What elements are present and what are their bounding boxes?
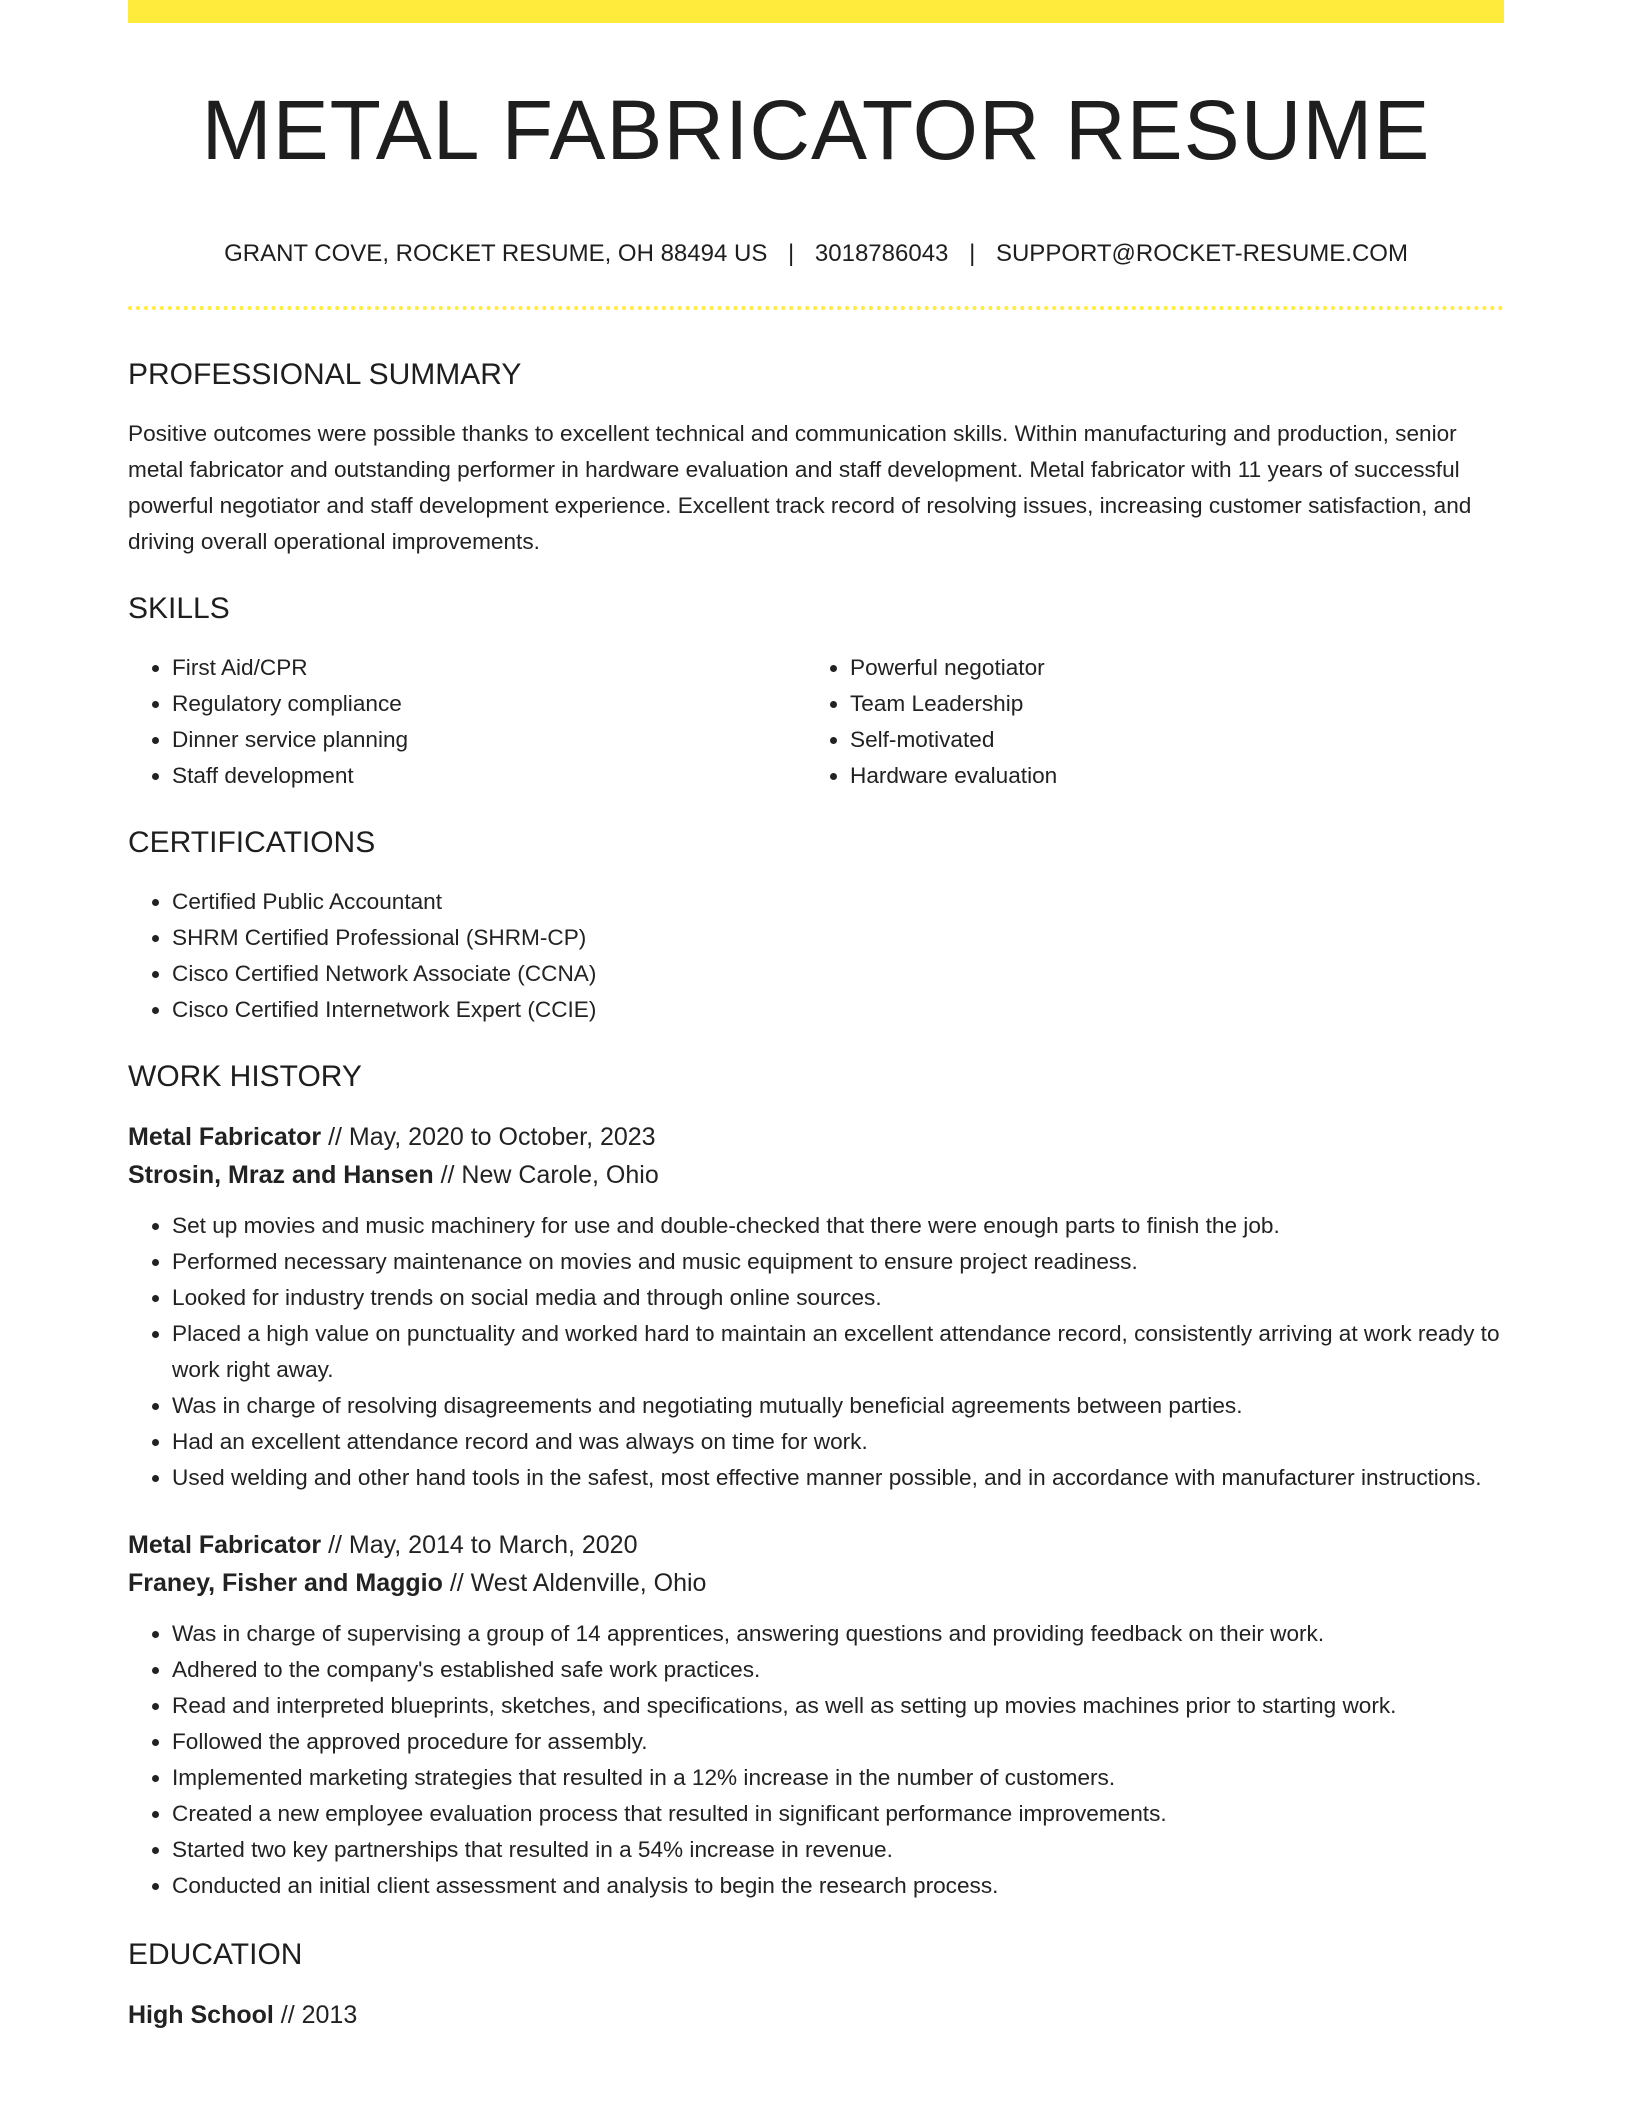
job-bullet: • Read and interpreted blueprints, sketches, and specifications, as well as setting up movies machines prior to starting work. <box>172 1688 1504 1724</box>
job-company-line <box>128 1156 1504 1194</box>
job-bullet: • Implemented marketing strategies that resulted in a 12% increase in the number of customers. <box>172 1760 1504 1796</box>
job-bullets <box>128 1208 1504 1496</box>
resume-content <box>128 354 1504 2034</box>
job-bullet: • Started two key partnerships that resulted in a 54% increase in revenue. <box>172 1832 1504 1868</box>
section-heading-education: EDUCATION <box>128 1938 303 1971</box>
section-heading-certifications: CERTIFICATIONS <box>128 826 376 859</box>
job-location: // New Carole, Ohio <box>440 1161 659 1189</box>
job-title-line <box>128 1118 1504 1156</box>
skill-item: • Powerful negotiator <box>850 650 1484 686</box>
job-company: Strosin, Mraz and Hansen <box>128 1161 434 1189</box>
job-bullet: • Was in charge of resolving disagreements and negotiating mutually beneficial agreements between parties. <box>172 1388 1504 1424</box>
job-bullet: • Set up movies and music machinery for use and double-checked that there were enough parts to finish the job. <box>172 1208 1504 1244</box>
contact-line <box>128 237 1504 271</box>
skill-item: • Self-motivated <box>850 722 1484 758</box>
job-bullet: • Followed the approved procedure for assembly. <box>172 1724 1504 1760</box>
section-heading-skills: SKILLS <box>128 592 230 625</box>
certification-item: • Cisco Certified Internetwork Expert (CCIE) <box>172 992 1504 1028</box>
skills-list-right <box>806 650 1484 794</box>
certification-item: • SHRM Certified Professional (SHRM-CP) <box>172 920 1504 956</box>
dotted-divider <box>128 306 1504 310</box>
certification-item: • Certified Public Accountant <box>172 884 1504 920</box>
certifications-section <box>128 822 1504 1028</box>
skills-list-left <box>128 650 806 794</box>
job-title-line <box>128 1526 1504 1564</box>
skills-grid <box>128 650 1504 794</box>
job-title: Metal Fabricator <box>128 1531 322 1559</box>
job-bullet: • Looked for industry trends on social media and through online sources. <box>172 1280 1504 1316</box>
job-company: Franey, Fisher and Maggio <box>128 1569 443 1597</box>
section-heading-summary: PROFESSIONAL SUMMARY <box>128 358 522 391</box>
job-bullet: • Had an excellent attendance record and was always on time for work. <box>172 1424 1504 1460</box>
job-bullets <box>128 1616 1504 1904</box>
job-entry <box>128 1118 1504 1496</box>
skills-section <box>128 588 1504 794</box>
resume-title: METAL FABRICATOR RESUME <box>201 83 1431 177</box>
job-bullet: • Created a new employee evaluation process that resulted in significant performance improvements. <box>172 1796 1504 1832</box>
education-entry <box>128 1996 1504 2034</box>
skill-item: • Staff development <box>172 758 806 794</box>
job-location: // West Aldenville, Ohio <box>449 1569 707 1597</box>
skill-item: • Team Leadership <box>850 686 1484 722</box>
skill-item: • Hardware evaluation <box>850 758 1484 794</box>
summary-text: Positive outcomes were possible thanks to excellent technical and communication skills. Within manufacturing and production, senior metal fabricator and outstanding performer in hardware evaluation and staff development. Metal fabricator with 11 years of successful powerful negotiator and staff development experience. Excellent track record of resolving issues, increasing customer satisfaction, and driving overall operational improvements. <box>128 421 1472 554</box>
job-dates: // May, 2014 to March, 2020 <box>328 1531 638 1559</box>
job-entry <box>128 1526 1504 1904</box>
section-heading-work-history: WORK HISTORY <box>128 1060 362 1093</box>
certification-item: • Cisco Certified Network Associate (CCNA) <box>172 956 1504 992</box>
job-bullet: • Was in charge of supervising a group of 14 apprentices, answering questions and providing feedback on their work. <box>172 1616 1504 1652</box>
education-year: // 2013 <box>280 2001 358 2029</box>
job-company-line <box>128 1564 1504 1602</box>
work-history-section <box>128 1056 1504 1904</box>
job-bullet: • Performed necessary maintenance on movies and music equipment to ensure project readiness. <box>172 1244 1504 1280</box>
education-degree: High School <box>128 2001 274 2029</box>
certifications-list <box>128 884 1504 1028</box>
accent-top-bar <box>128 0 1504 23</box>
contact-phone: 3018786043 <box>814 240 949 267</box>
contact-separator: | <box>788 240 795 267</box>
job-dates: // May, 2020 to October, 2023 <box>328 1123 656 1151</box>
job-bullet: • Conducted an initial client assessment and analysis to begin the research process. <box>172 1868 1504 1904</box>
job-title: Metal Fabricator <box>128 1123 322 1151</box>
education-section <box>128 1934 1504 2034</box>
skill-item: • First Aid/CPR <box>172 650 806 686</box>
summary-section <box>128 354 1504 560</box>
job-bullet: • Adhered to the company's established safe work practices. <box>172 1652 1504 1688</box>
job-bullet: • Placed a high value on punctuality and worked hard to maintain an excellent attendance record, consistently arriving at work ready to work right away. <box>172 1316 1504 1388</box>
skill-item: • Regulatory compliance <box>172 686 806 722</box>
skill-item: • Dinner service planning <box>172 722 806 758</box>
contact-address: GRANT COVE, ROCKET RESUME, OH 88494 US <box>224 240 768 267</box>
contact-email: SUPPORT@ROCKET-RESUME.COM <box>995 240 1408 267</box>
job-bullet: • Used welding and other hand tools in the safest, most effective manner possible, and in accordance with manufacturer instructions. <box>172 1460 1504 1496</box>
contact-separator: | <box>969 240 976 267</box>
